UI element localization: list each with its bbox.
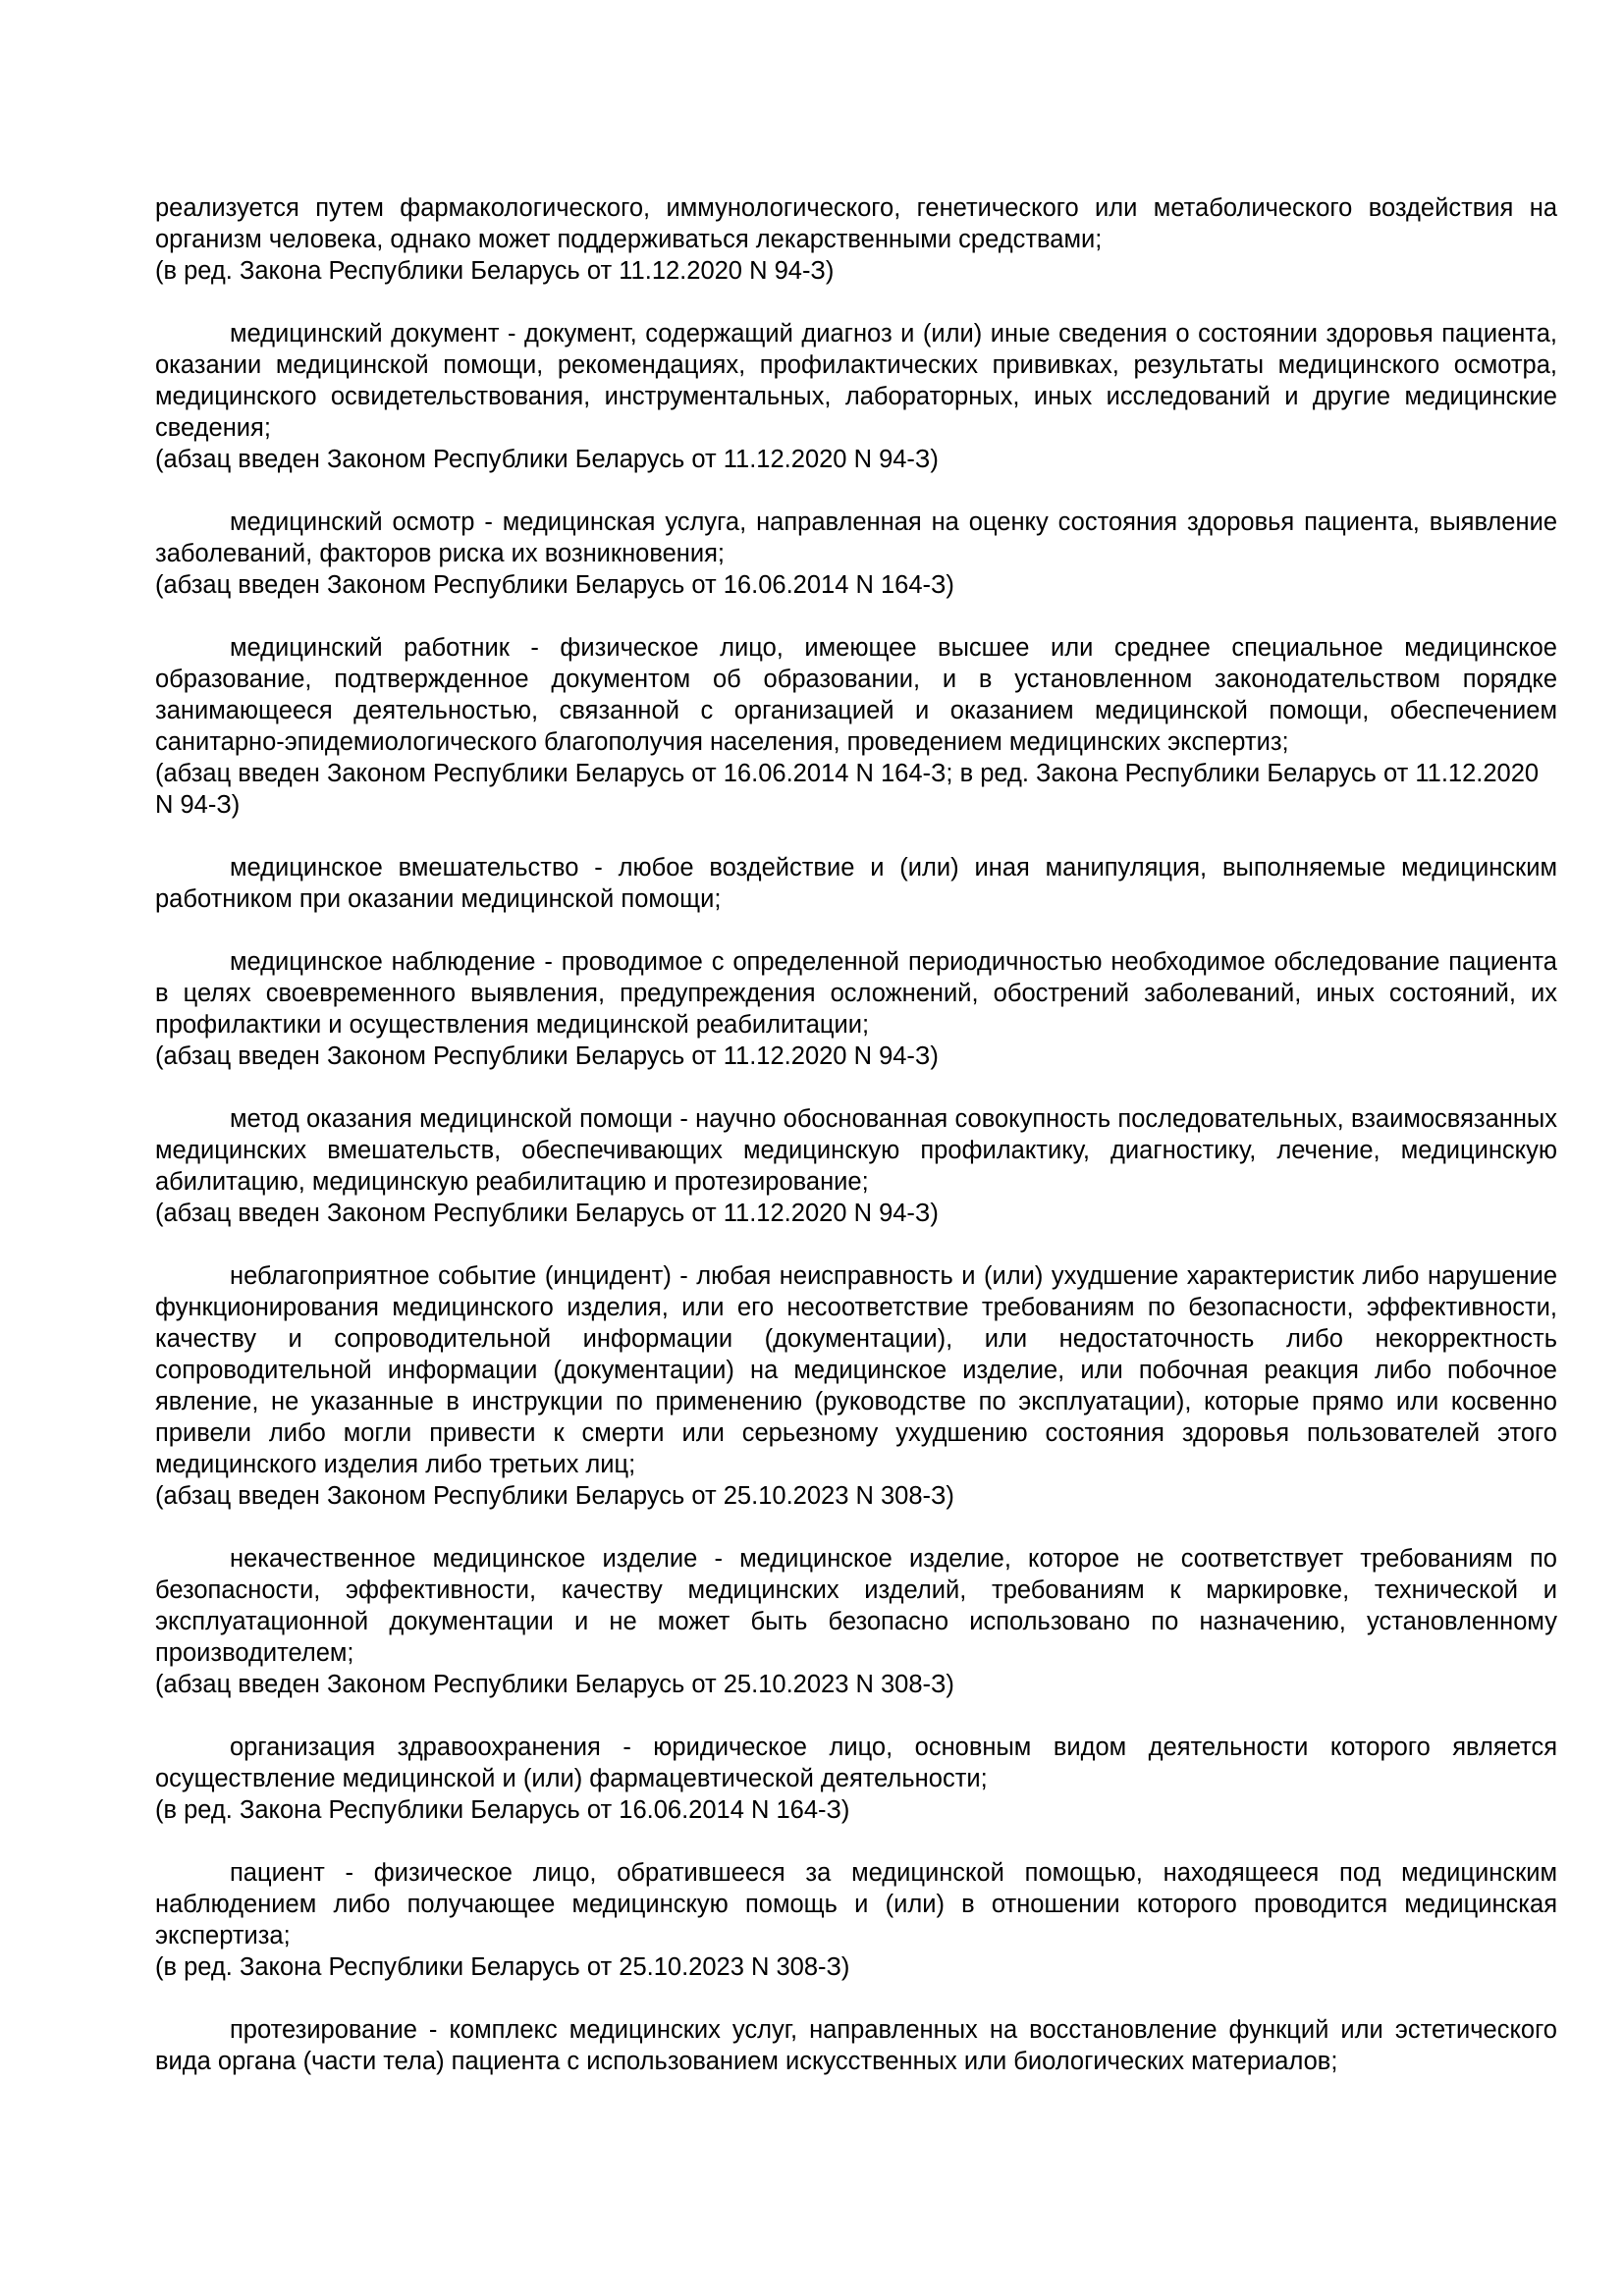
definition-text: медицинский работник - физическое лицо, имеющее высшее или среднее специальное медицинское образование, подтвержденное документом об образовании, и в установленном законодательством порядке занимающееся деятельностью, связанной с организацией и оказанием медицинской помощи, обеспечением санитарно-эпидемиологического благополучия населения, проведением медицинских экспертиз; [155, 634, 1557, 756]
amendment-note: (абзац введен Законом Республики Беларусь от 16.06.2014 N 164-З) [155, 571, 954, 599]
amendment-note: (абзац введен Законом Республики Беларусь от 11.12.2020 N 94-З) [155, 446, 939, 473]
definition-block [155, 1732, 1557, 1826]
document-page [155, 192, 1557, 2109]
amendment-note: (абзац введен Законом Республики Беларусь от 11.12.2020 N 94-З) [155, 1200, 939, 1227]
amendment-note: (в ред. Закона Республики Беларусь от 25.10.2023 N 308-З) [155, 1953, 850, 1981]
amendment-note: (абзац введен Законом Республики Беларусь от 25.10.2023 N 308-З) [155, 1482, 954, 1510]
definition-block [155, 1543, 1557, 1700]
definition-text: медицинский документ - документ, содержащий диагноз и (или) иные сведения о состоянии здоровья пациента, оказании медицинской помощи, рекомендациях, профилактических прививках, результаты медицинского осмотра, медицинского освидетельствования, инструментальных, лабораторных, иных исследований и другие медицинские сведения; [155, 320, 1557, 442]
definition-block [155, 318, 1557, 475]
definition-block [155, 852, 1557, 915]
definition-block [155, 2014, 1557, 2077]
definition-text: неблагоприятное событие (инцидент) - любая неисправность и (или) ухудшение характеристик либо нарушение функционирования медицинского изделия, или его несоответствие требованиям по безопасности, эффективности, качеству и сопроводительной информации (документации), или недостаточность либо некорректность сопроводительной информации (документации) на медицинское изделие, или побочная реакция либо побочное явление, не указанные в инструкции по применению (руководстве по эксплуатации), которые прямо или косвенно привели либо могли привести к смерти или серьезному ухудшению состояния здоровья пользователей этого медицинского изделия либо третьих лиц; [155, 1262, 1557, 1478]
definition-text: организация здравоохранения - юридическое лицо, основным видом деятельности которого является осуществление медицинской и (или) фармацевтической деятельности; [155, 1734, 1557, 1792]
definition-block [155, 946, 1557, 1072]
definition-text: некачественное медицинское изделие - медицинское изделие, которое не соответствует требованиям по безопасности, эффективности, качеству медицинских изделий, требованиям к маркировке, технической и эксплуатационной документации и не может быть безопасно использовано по назначению, установленному производителем; [155, 1545, 1557, 1667]
definition-text: медицинский осмотр - медицинская услуга, направленная на оценку состояния здоровья пациента, выявление заболеваний, факторов риска их возникновения; [155, 508, 1557, 567]
amendment-note: (в ред. Закона Республики Беларусь от 11.12.2020 N 94-З) [155, 257, 835, 285]
amendment-note: (абзац введен Законом Республики Беларусь от 25.10.2023 N 308-З) [155, 1671, 954, 1698]
definition-text: медицинское наблюдение - проводимое с определенной периодичностью необходимое обследование пациента в целях своевременного выявления, предупреждения осложнений, обострений заболеваний, иных состояний, их профилактики и осуществления медицинской реабилитации; [155, 948, 1557, 1039]
amendment-note: (абзац введен Законом Республики Беларусь от 16.06.2014 N 164-З; в ред. Закона Республики Беларусь от 11.12.2020 N 94-З) [155, 760, 1540, 819]
definition-text: метод оказания медицинской помощи - научно обоснованная совокупность последовательных, взаимосвязанных медицинских вмешательств, обеспечивающих медицинскую профилактику, диагностику, лечение, медицинскую абилитацию, медицинскую реабилитацию и протезирование; [155, 1105, 1557, 1196]
definition-text: пациент - физическое лицо, обратившееся за медицинской помощью, находящееся под медицинским наблюдением либо получающее медицинскую помощь и (или) в отношении которого проводится медицинская экспертиза; [155, 1859, 1557, 1949]
definition-block [155, 632, 1557, 821]
amendment-note: (в ред. Закона Республики Беларусь от 16.06.2014 N 164-З) [155, 1796, 850, 1824]
definition-block [155, 1103, 1557, 1229]
amendment-note: (абзац введен Законом Республики Беларусь от 11.12.2020 N 94-З) [155, 1042, 939, 1070]
definition-block [155, 507, 1557, 601]
definition-text: реализуется путем фармакологического, иммунологического, генетического или метаболического воздействия на организм человека, однако может поддерживаться лекарственными средствами; [155, 194, 1557, 253]
definition-block [155, 1260, 1557, 1512]
definition-block [155, 1857, 1557, 1983]
definition-text: протезирование - комплекс медицинских услуг, направленных на восстановление функций или эстетического вида органа (части тела) пациента с использованием искусственных или биологических материалов; [155, 2016, 1557, 2075]
definition-block [155, 192, 1557, 287]
definition-text: медицинское вмешательство - любое воздействие и (или) иная манипуляция, выполняемые медицинским работником при оказании медицинской помощи; [155, 854, 1557, 913]
